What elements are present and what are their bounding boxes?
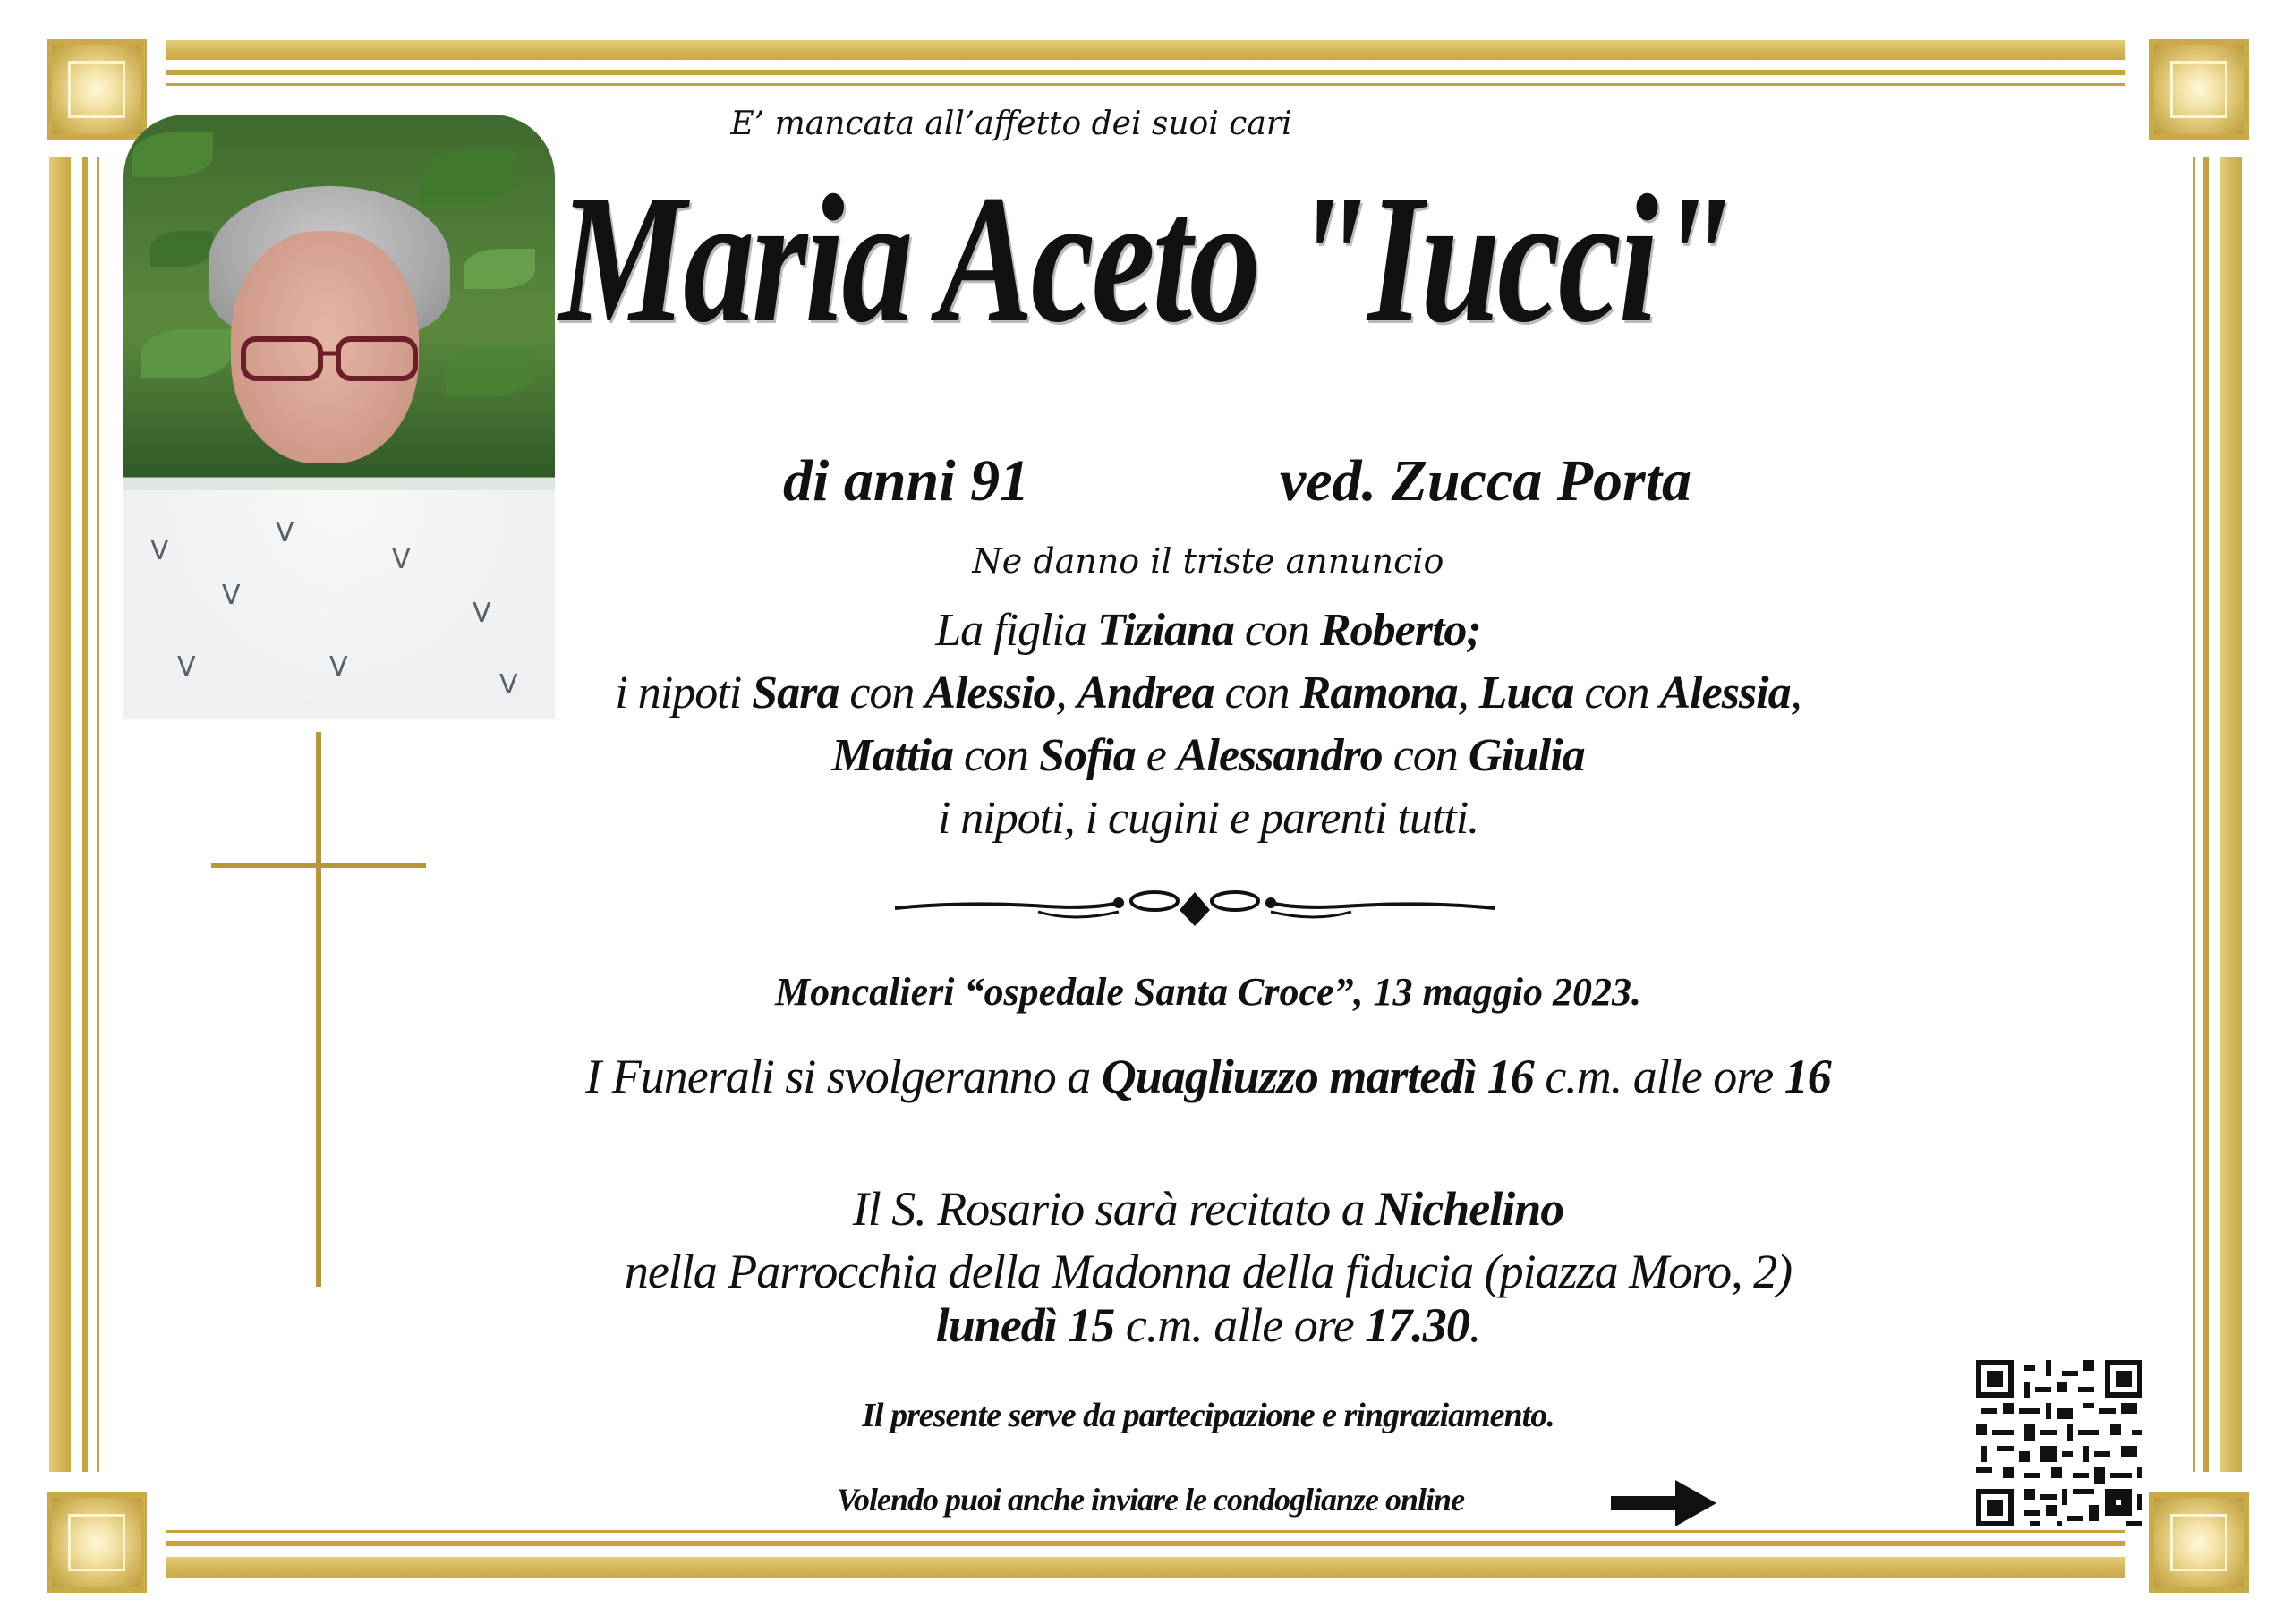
text-segment: con: [1573, 667, 1660, 718]
ornament-divider-icon: [895, 881, 1495, 935]
text-segment: con: [1233, 605, 1320, 656]
place-date-text: Moncalieri “ospedale Santa Croce”, 13 maggio 2023.: [775, 970, 1641, 1014]
relative-name: Roberto;: [1319, 605, 1481, 656]
relative-name: Mattia: [831, 730, 953, 781]
text-segment: c.m. alle ore: [1114, 1298, 1366, 1352]
condolences-online-link[interactable]: Volendo puoi anche inviare le condoglianze online: [837, 1482, 1465, 1518]
arrow-right-icon[interactable]: [1611, 1478, 1718, 1528]
portrait-photo: ᐯ ᐯ ᐯ ᐯ ᐯ ᐯ ᐯ ᐯ: [123, 115, 555, 719]
rosary-line-1: [63, 1181, 2291, 1237]
frame-top-band: [166, 40, 2125, 60]
announcement-line-2: [63, 667, 2291, 719]
relative-name: Luca: [1478, 667, 1574, 718]
text-segment: con: [952, 730, 1040, 781]
funeral-text: [63, 1049, 2291, 1104]
intro-text: E’ mancata all’affetto dei suoi cari: [730, 106, 1292, 142]
relative-name: Andrea: [1077, 667, 1214, 718]
announcement-lead: Ne danno il triste annuncio: [972, 541, 1444, 581]
relative-name: Sofia: [1039, 730, 1136, 781]
frame-bottom-line-2: [166, 1530, 2125, 1533]
emphasis-text: 16: [1784, 1050, 1831, 1103]
text-segment: con: [839, 667, 925, 718]
text-segment: c.m. alle ore: [1533, 1050, 1784, 1103]
age-text: di anni 91: [783, 448, 1030, 514]
relative-name: Ramona: [1299, 667, 1458, 718]
deceased-name: Maria Aceto "Iucci": [558, 157, 1733, 361]
relative-name: Alessandro: [1176, 730, 1383, 781]
text-segment: con: [1214, 667, 1300, 718]
announcement-line-3: [63, 729, 2291, 782]
announcement-line-4: i nipoti, i cugini e parenti tutti.: [937, 793, 1479, 844]
relative-name: Alessio: [924, 667, 1056, 718]
relative-name: Sara: [752, 667, 839, 718]
text-segment: i nipoti: [615, 667, 753, 718]
emphasis-text: Nichelino: [1375, 1182, 1564, 1236]
emphasis-text: lunedì 15: [935, 1298, 1115, 1352]
relative-name: Tiziana: [1096, 605, 1234, 656]
text-segment: ,: [1457, 667, 1479, 718]
relative-name: Giulia: [1468, 730, 1585, 781]
announcement-line-1: [63, 604, 2291, 657]
text-segment: ,: [1055, 667, 1077, 718]
corner-ornament-top-right: [2149, 39, 2249, 140]
corner-ornament-bottom-right: [2149, 1492, 2249, 1593]
corner-ornament-bottom-left: [47, 1492, 147, 1593]
text-segment: e: [1135, 730, 1177, 781]
emphasis-text: Quagliuzzo martedì 16: [1101, 1050, 1534, 1103]
frame-bottom-line-1: [166, 1541, 2125, 1546]
relative-name: Alessia: [1659, 667, 1791, 718]
rosary-line-2: nella Parrocchia della Madonna della fiducia (piazza Moro, 2): [624, 1245, 1793, 1298]
text-segment: La figlia: [935, 605, 1097, 656]
frame-top-line-2: [166, 83, 2125, 86]
participation-notice: Il presente serve da partecipazione e ringraziamento.: [862, 1397, 1554, 1434]
emphasis-text: 17.30: [1365, 1298, 1469, 1352]
widow-of-text: ved. Zucca Porta: [1280, 448, 1692, 514]
text-segment: con: [1382, 730, 1469, 781]
rosary-line-3: [63, 1297, 2291, 1353]
text-segment: I Funerali si svolgeranno a: [585, 1050, 1102, 1103]
frame-bottom-band: [166, 1557, 2125, 1578]
text-segment: ,: [1790, 667, 1801, 718]
text-segment: .: [1469, 1298, 1481, 1352]
frame-top-line-1: [166, 70, 2125, 75]
qr-code-icon[interactable]: [1976, 1360, 2142, 1526]
text-segment: Il S. Rosario sarà recitato a: [852, 1182, 1376, 1236]
